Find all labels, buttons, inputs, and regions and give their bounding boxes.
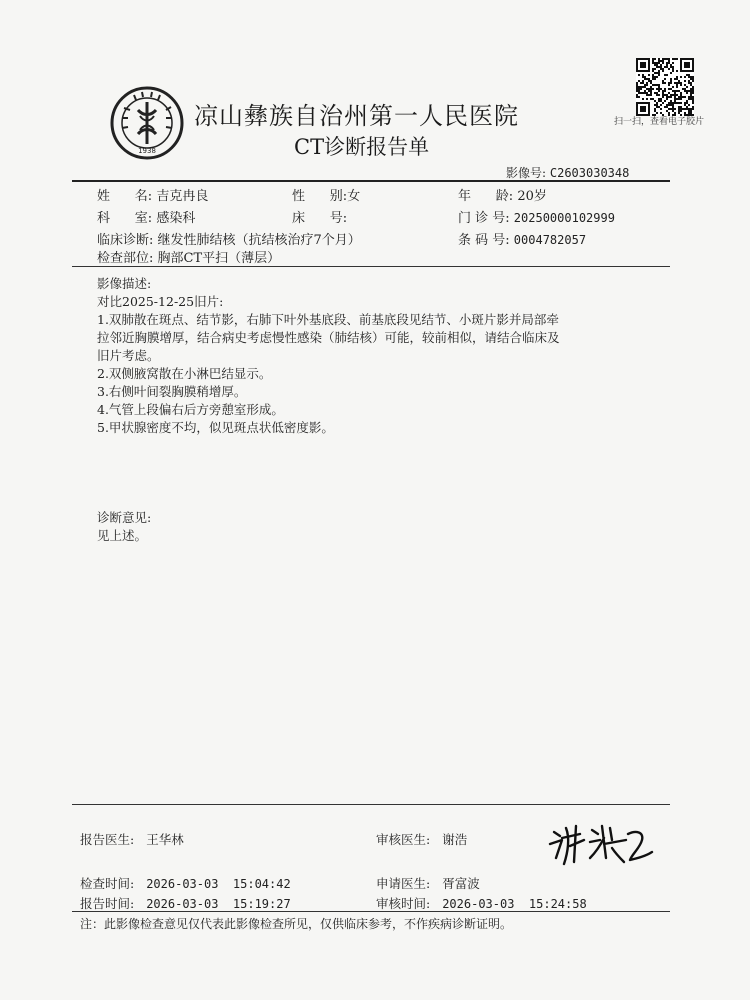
reviewing-doctor-value: 谢浩 <box>442 832 468 847</box>
department <box>97 207 195 226</box>
disclaimer-note: 注：此影像检查意见仅代表此影像检查所见，仅供临床参考，不作疾病诊断证明。 <box>80 917 513 931</box>
outpatient-number <box>458 207 615 226</box>
patient-name <box>97 185 208 204</box>
patient-age-value: 20岁 <box>517 189 547 204</box>
report-time <box>80 894 291 912</box>
image-number-label: 影像号: <box>506 166 547 180</box>
image-number <box>506 164 629 181</box>
header-divider <box>72 180 670 182</box>
footer-divider <box>72 804 670 805</box>
barcode-number-value: 0004782057 <box>513 233 587 247</box>
impression-text: 见上述。 <box>97 528 148 543</box>
impression-title: 诊断意见: <box>97 510 152 525</box>
requesting-doctor-label: 申请医生: <box>376 876 431 891</box>
report-time-label: 报告时间: <box>80 896 135 911</box>
note-divider <box>72 911 670 912</box>
findings-line: 对比2025-12-25旧片: <box>97 294 224 309</box>
hospital-logo-icon <box>110 86 184 160</box>
outpatient-number-label: 门 诊 号: <box>458 211 510 226</box>
review-time-value: 2026-03-03 15:24:58 <box>442 897 587 911</box>
hospital-name: 凉山彝族自治州第一人民医院 <box>194 102 519 130</box>
barcode-number-label: 条 码 号: <box>458 233 510 248</box>
qr-caption: 扫一扫，查看电子胶片 <box>614 117 705 127</box>
report-title: CT诊断报告单 <box>294 135 430 159</box>
reporting-doctor-label: 报告医生: <box>80 832 135 847</box>
requesting-doctor-value: 胥富波 <box>442 876 480 891</box>
clinical-diagnosis-value: 继发性肺结核（抗结核治疗7个月） <box>157 233 361 248</box>
bed-number <box>292 207 347 226</box>
patient-name-label: 姓 名: <box>97 189 153 204</box>
clinical-diagnosis-label: 临床诊断: <box>97 233 154 248</box>
reporting-doctor-value: 王华林 <box>146 832 184 847</box>
findings-line: 4.气管上段偏右后方旁憩室形成。 <box>97 402 284 417</box>
image-number-value: C2603030348 <box>549 166 630 180</box>
qr-code-icon[interactable] <box>636 58 694 116</box>
reviewer-signature <box>546 818 656 870</box>
findings-line: 旧片考虑。 <box>97 348 160 363</box>
findings-title: 影像描述: <box>97 276 152 291</box>
findings-line: 3.右侧叶间裂胸膜稍增厚。 <box>97 384 247 399</box>
review-time <box>376 894 587 912</box>
info-divider <box>72 266 670 267</box>
reviewing-doctor-label: 审核医生: <box>376 832 431 847</box>
barcode-number <box>458 229 586 248</box>
findings-line: 1.双肺散在斑点、结节影，右肺下叶外基底段、前基底段见结节、小斑片影并局部牵 <box>97 312 559 327</box>
department-label: 科 室: <box>97 211 153 226</box>
logo-year: 1938 <box>138 147 156 155</box>
findings-line: 5.甲状腺密度不均，似见斑点状低密度影。 <box>97 420 334 435</box>
outpatient-number-value: 20250000102999 <box>513 211 615 225</box>
exam-part-value: 胸部CT平扫（薄层） <box>157 251 281 266</box>
department-value: 感染科 <box>156 211 196 226</box>
patient-sex-label: 性 别: <box>292 189 348 204</box>
patient-age <box>458 185 547 204</box>
reviewing-doctor <box>376 830 467 848</box>
patient-age-label: 年 龄: <box>458 189 514 204</box>
exam-part-label: 检查部位: <box>97 251 154 266</box>
exam-time <box>80 874 291 892</box>
bed-number-label: 床 号: <box>292 211 348 226</box>
reporting-doctor <box>80 830 184 848</box>
requesting-doctor <box>376 874 480 892</box>
findings-line: 拉邻近胸膜增厚，结合病史考虑慢性感染（肺结核）可能，较前相似，请结合临床及 <box>97 330 560 345</box>
exam-part <box>97 247 280 266</box>
findings-line: 2.双侧腋窝散在小淋巴结显示。 <box>97 366 272 381</box>
exam-time-label: 检查时间: <box>80 876 135 891</box>
patient-sex <box>292 185 360 204</box>
review-time-label: 审核时间: <box>376 896 431 911</box>
patient-name-value: 吉克冉良 <box>156 189 209 204</box>
report-time-value: 2026-03-03 15:19:27 <box>146 897 291 911</box>
clinical-diagnosis <box>97 229 361 248</box>
exam-time-value: 2026-03-03 15:04:42 <box>146 877 291 891</box>
patient-sex-value: 女 <box>347 189 361 204</box>
